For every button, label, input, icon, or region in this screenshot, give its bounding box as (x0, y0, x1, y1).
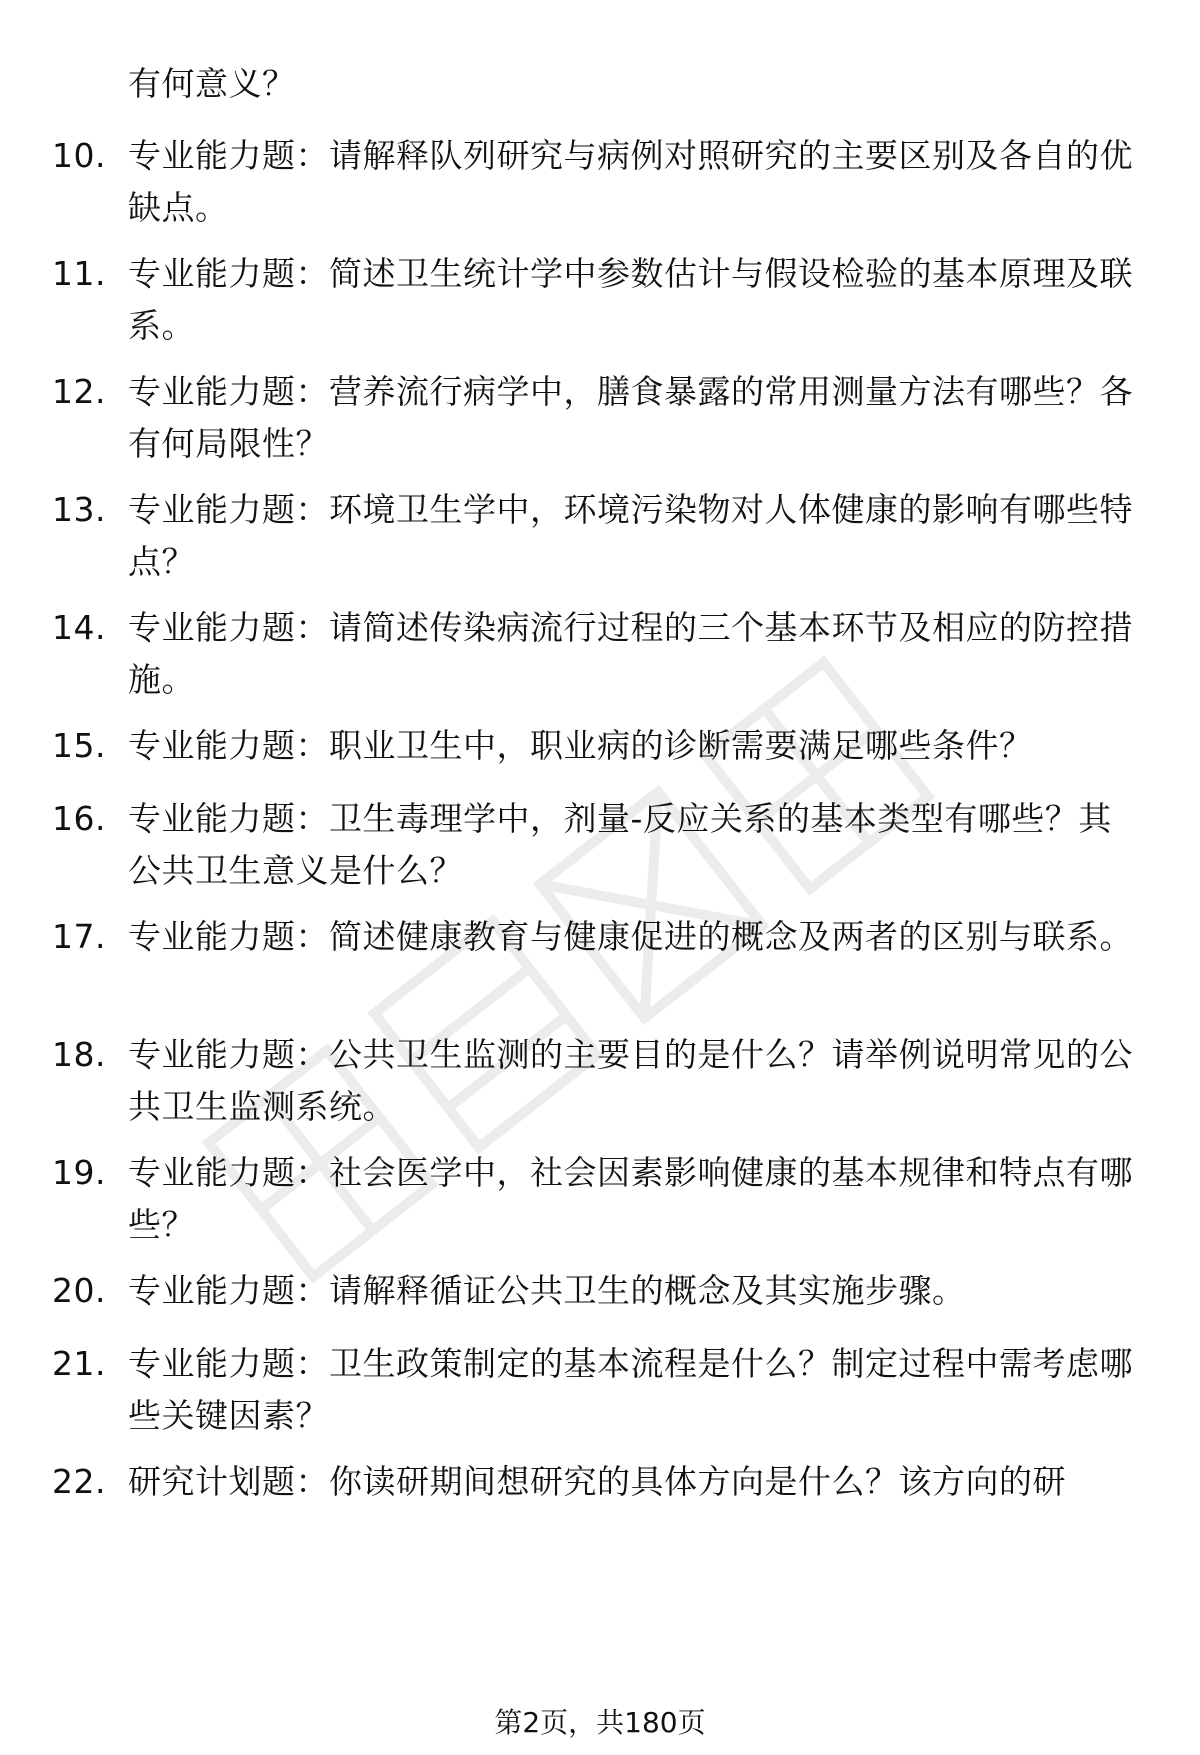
question-number: 20. (52, 1271, 106, 1310)
page-footer: 第2页，共180页 (494, 1706, 706, 1739)
question-text: 专业能力题：环境卫生学中，环境污染物对人体健康的影响有哪些特点？ (128, 490, 1133, 581)
question-number: 13. (52, 490, 106, 529)
question-text: 专业能力题：简述健康教育与健康促进的概念及两者的区别与联系。 (128, 917, 1133, 956)
question-number: 14. (52, 608, 106, 647)
question-number: 21. (52, 1344, 106, 1383)
question-text: 专业能力题：职业卫生中，职业病的诊断需要满足哪些条件？ (128, 726, 1033, 765)
question-number: 16. (52, 799, 106, 838)
question-text: 专业能力题：公共卫生监测的主要目的是什么？请举例说明常见的公共卫生监测系统。 (128, 1035, 1133, 1126)
question-number: 11. (52, 254, 106, 293)
question-text: 专业能力题：社会医学中，社会因素影响健康的基本规律和特点有哪些？ (128, 1153, 1133, 1244)
question-number: 10. (52, 136, 106, 175)
question-text: 专业能力题：营养流行病学中，膳食暴露的常用测量方法有哪些？各有何局限性？ (128, 372, 1133, 463)
question-text: 专业能力题：卫生政策制定的基本流程是什么？制定过程中需考虑哪些关键因素？ (128, 1344, 1133, 1435)
question-number: 17. (52, 917, 106, 956)
question-text: 专业能力题：请解释循证公共卫生的概念及其实施步骤。 (128, 1271, 966, 1310)
question-text: 研究计划题：你读研期间想研究的具体方向是什么？该方向的研 (128, 1462, 1066, 1501)
carryover-line: 有何意义？ (128, 64, 296, 103)
question-number: 18. (52, 1035, 106, 1074)
question-number: 15. (52, 726, 106, 765)
question-text: 专业能力题：简述卫生统计学中参数估计与假设检验的基本原理及联系。 (128, 254, 1133, 345)
question-text: 专业能力题：请解释队列研究与病例对照研究的主要区别及各自的优缺点。 (128, 136, 1133, 227)
question-number: 22. (52, 1462, 106, 1501)
question-text: 专业能力题：请简述传染病流行过程的三个基本环节及相应的防控措施。 (128, 608, 1133, 699)
question-text: 专业能力题：卫生毒理学中，剂量-反应关系的基本类型有哪些？其公共卫生意义是什么？ (128, 799, 1112, 890)
question-number: 12. (52, 372, 106, 411)
question-number: 19. (52, 1153, 106, 1192)
